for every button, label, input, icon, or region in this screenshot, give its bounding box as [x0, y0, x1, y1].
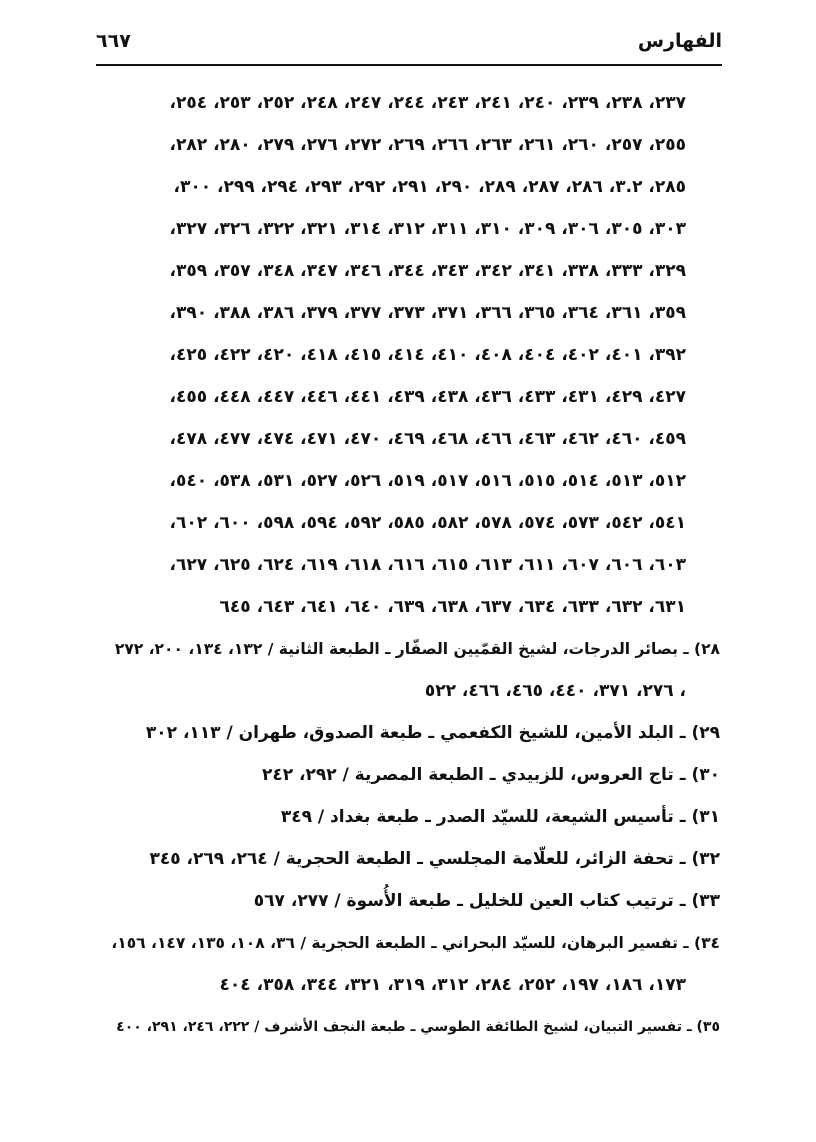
page-number: ٦٦٧ — [96, 30, 131, 52]
index-entry-30: ٣٠) ـ تاج العروس، للزبيدي ـ الطبعة المصرية / ٢٩٢، ٢٤٢ — [261, 765, 720, 785]
index-line: ٥٤١، ٥٤٢، ٥٧٣، ٥٧٤، ٥٧٨، ٥٨٢، ٥٨٥، ٥٩٢، ٥٩٤، ٥٩٨، ٦٠٠، ٦٠٢، — [169, 513, 686, 533]
index-entry-34: ٣٤) ـ تفسير البرهان، للسيّد البحراني ـ الطبعة الحجرية / ٣٦، ١٠٨، ١٣٥، ١٤٧، ١٥٦، — [111, 934, 720, 952]
index-entry-28-continuation: ، ٢٧٦، ٣٧١، ٤٤٠، ٤٦٥، ٤٦٦، ٥٢٢ — [424, 681, 686, 701]
index-entry-31: ٣١) ـ تأسيس الشيعة، للسيّد الصدر ـ طبعة بغداد / ٣٤٩ — [280, 807, 720, 827]
index-entry-32: ٣٢) ـ تحفة الزائر، للعلّامة المجلسي ـ الطبعة الحجرية / ٢٦٤، ٢٦٩، ٣٤٥ — [149, 849, 720, 869]
index-line: ٦٠٣، ٦٠٦، ٦٠٧، ٦١١، ٦١٣، ٦١٥، ٦١٦، ٦١٨، ٦١٩، ٦٢٤، ٦٢٥، ٦٢٧، — [169, 555, 686, 575]
index-line: ٣٩٢، ٤٠١، ٤٠٢، ٤٠٤، ٤٠٨، ٤١٠، ٤١٤، ٤١٥، ٤١٨، ٤٢٠، ٤٢٢، ٤٢٥، — [169, 345, 686, 365]
index-entry-28: ٢٨) ـ بصائر الدرجات، لشيخ القمّيين الصفّار ـ الطبعة الثانية / ١٣٢، ١٣٤، ٢٠٠، ٢٧٢ — [114, 640, 720, 658]
index-line: ٣٥٩، ٣٦١، ٣٦٤، ٣٦٥، ٣٦٦، ٣٧١، ٣٧٣، ٣٧٧، ٣٧٩، ٣٨٦، ٣٨٨، ٣٩٠، — [169, 303, 686, 323]
index-entry-29: ٢٩) ـ البلد الأمين، للشيخ الكفعمي ـ طبعة الصدوق، طهران / ١١٣، ٣٠٢ — [145, 723, 720, 743]
header-divider — [96, 64, 722, 66]
page-header — [96, 30, 722, 62]
index-line: ٤٥٩، ٤٦٠، ٤٦٢، ٤٦٣، ٤٦٦، ٤٦٨، ٤٦٩، ٤٧٠، ٤٧١، ٤٧٤، ٤٧٧، ٤٧٨، — [169, 429, 686, 449]
index-line: ٥١٢، ٥١٣، ٥١٤، ٥١٥، ٥١٦، ٥١٧، ٥١٩، ٥٢٦، ٥٢٧، ٥٣١، ٥٣٨، ٥٤٠، — [169, 471, 686, 491]
index-line: ٣٠٣، ٣٠٥، ٣٠٦، ٣٠٩، ٣١٠، ٣١١، ٣١٢، ٣١٤، ٣٢١، ٣٢٢، ٣٢٦، ٣٢٧، — [169, 219, 686, 239]
page-title: الفهارس — [637, 30, 722, 52]
index-entry-34-continuation: ١٧٣، ١٨٦، ١٩٧، ٢٥٢، ٢٨٤، ٣١٢، ٣١٩، ٣٢١، ٣٤٤، ٣٥٨، ٤٠٤ — [219, 975, 686, 995]
index-line: ٢٥٥، ٢٥٧، ٢٦٠، ٢٦١، ٢٦٣، ٢٦٦، ٢٦٩، ٢٧٢، ٢٧٦، ٢٧٩، ٢٨٠، ٢٨٢، — [169, 135, 686, 155]
index-line: ٤٢٧، ٤٢٩، ٤٣١، ٤٣٣، ٤٣٦، ٤٣٨، ٤٣٩، ٤٤١، ٤٤٦، ٤٤٧، ٤٤٨، ٤٥٥، — [169, 387, 686, 407]
index-line: ٢٣٧، ٢٣٨، ٢٣٩، ٢٤٠، ٢٤١، ٢٤٣، ٢٤٤، ٢٤٧، ٢٤٨، ٢٥٢، ٢٥٣، ٢٥٤، — [169, 93, 686, 113]
index-line: ٦٣١، ٦٣٢، ٦٣٣، ٦٣٤، ٦٣٧، ٦٣٨، ٦٣٩، ٦٤٠، ٦٤١، ٦٤٣، ٦٤٥ — [219, 597, 686, 617]
index-line: ٣٢٩، ٣٣٣، ٣٣٨، ٣٤١، ٣٤٢، ٣٤٣، ٣٤٤، ٣٤٦، ٣٤٧، ٣٤٨، ٣٥٧، ٣٥٩، — [169, 261, 686, 281]
index-line: ٢٨٥، ٣.٢، ٢٨٦، ٢٨٧، ٢٨٩، ٢٩٠، ٢٩١، ٢٩٢، ٢٩٣، ٢٩٤، ٢٩٩، ٣٠٠، — [173, 177, 686, 197]
index-entry-35: ٣٥) ـ تفسير التبيان، لشيخ الطائفة الطوسي ـ طبعة النجف الأشرف / ٢٢٢، ٢٤٦، ٢٩١، ٤٠٠ — [116, 1019, 720, 1035]
index-entry-33: ٣٣) ـ ترتيب كتاب العين للخليل ـ طبعة الأُسوة / ٢٧٧، ٥٦٧ — [253, 891, 720, 911]
